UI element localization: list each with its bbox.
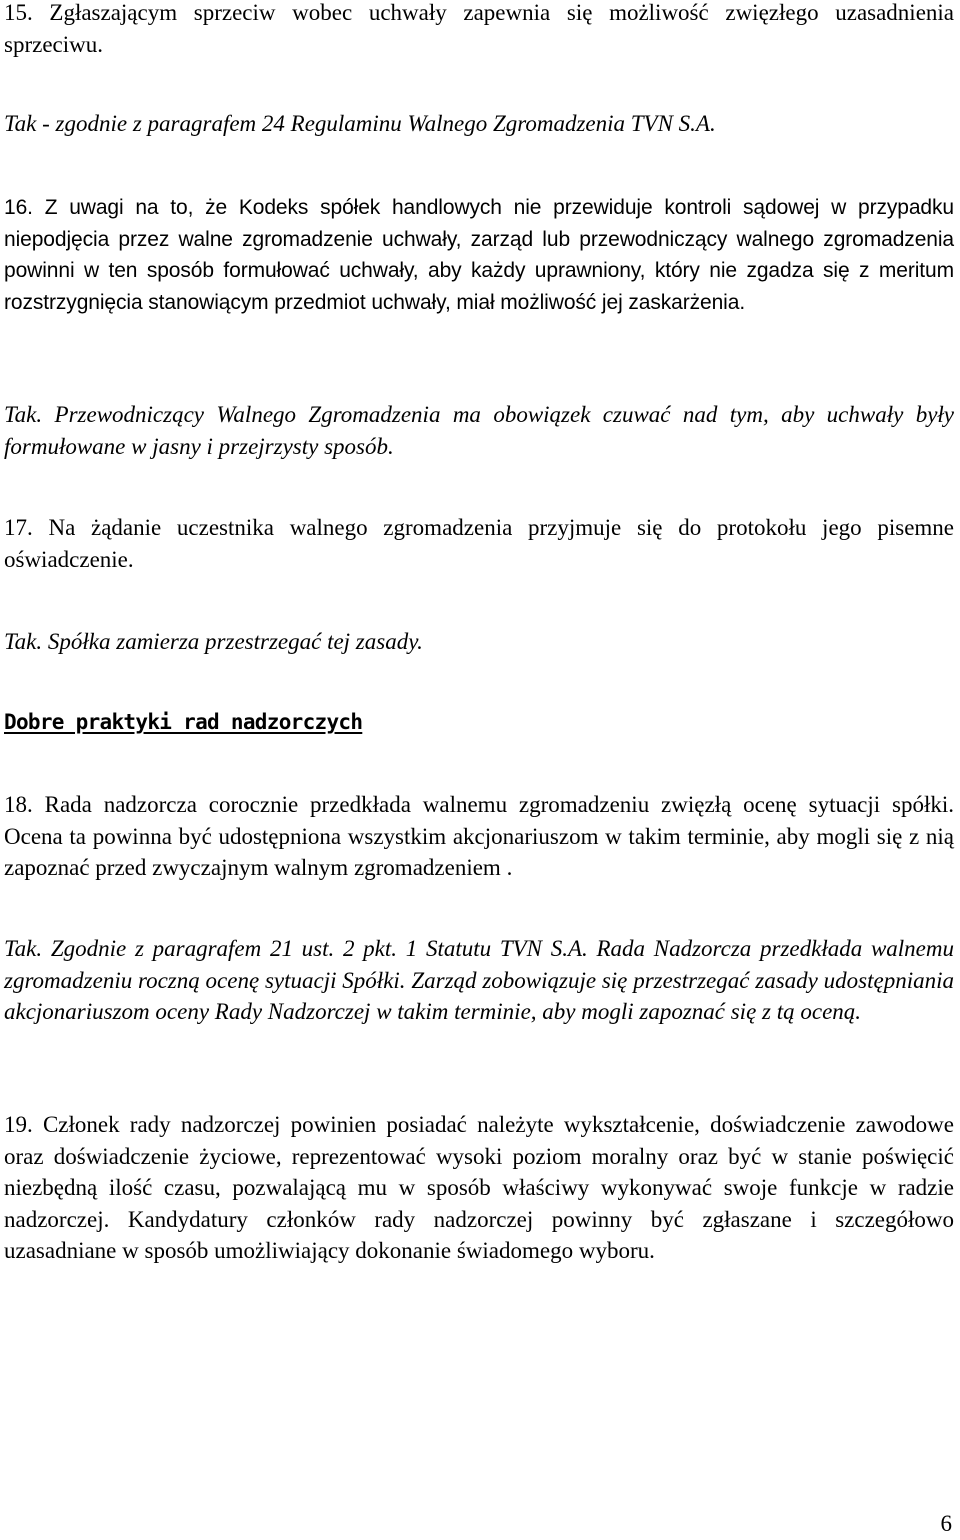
item-19-text: Członek rady nadzorczej powinien posiadać należyte wykształcenie, doświadczenie zawodowe oraz doświadczenie życiowe, reprezentować wysoki poziom moralny oraz być w stanie poświęcić niezbędną ilość czasu, pozwalającą mu w sposób właściwy wykonywać swoje funkcje w radzie nadzorczej. Kandydatury członków rady nadzorczej powinny być zgłaszane i szczegółowo uzasadniane w sposób umożliwiający dokonanie świadomego wyboru. <box>4 1112 955 1263</box>
item-18-number: 18. <box>4 792 33 817</box>
item-19 <box>4 1109 954 1267</box>
item-17 <box>4 512 954 575</box>
item-15-answer: Tak - zgodnie z paragrafem 24 Regulaminu Walnego Zgromadzenia TVN S.A. <box>4 111 716 136</box>
item-17-number: 17. <box>4 515 33 540</box>
item-17-answer-lead: Tak. <box>4 629 43 654</box>
item-15 <box>4 0 954 60</box>
item-16-number: 16. <box>4 196 33 219</box>
item-16-answer-lead: Tak. <box>4 402 43 427</box>
item-19-number: 19. <box>4 1112 33 1137</box>
item-17-answer-text: Spółka zamierza przestrzegać tej zasady. <box>47 629 423 654</box>
item-18-text: Rada nadzorcza corocznie przedkłada walnemu zgromadzeniu zwięzłą ocenę sytuacji spółki. Ocena ta powinna być udostępniona wszystkim akcjonariuszom w takim terminie, aby mogli się z nią zapoznać przed zwyczajnym walnym zgromadzeniem . <box>4 792 954 880</box>
item-17-answer <box>4 626 954 658</box>
item-16-answer <box>4 399 954 462</box>
item-16-text: Z uwagi na to, że Kodeks spółek handlowych nie przewiduje kontroli sądowej w przypadku niepodjęcia przez walne zgromadzenie uchwały, zarząd lub przewodniczący walnego zgromadzenia powinni w ten sposób formułować uchwały, aby każdy uprawniony, który nie zgadza się z meritum rozstrzygnięcia stanowiącym przedmiot uchwały, miał możliwość jej zaskarżenia. <box>4 196 954 314</box>
item-16 <box>4 192 954 318</box>
item-15-number: 15. <box>4 0 33 25</box>
section-heading: Dobre praktyki rad nadzorczych <box>4 710 363 734</box>
page-number: 6 <box>940 1511 952 1536</box>
item-17-text: Na żądanie uczestnika walnego zgromadzenia przyjmuje się do protokołu jego pisemne oświadczenie. <box>4 515 955 572</box>
item-16-answer-text: Przewodniczący Walnego Zgromadzenia ma obowiązek czuwać nad tym, aby uchwały były formułowane w jasny i przejrzysty sposób. <box>4 402 955 459</box>
item-15-text: Zgłaszającym sprzeciw wobec uchwały zapewnia się możliwość zwięzłego uzasadnienia sprzeciwu. <box>4 0 955 57</box>
item-18 <box>4 789 954 884</box>
item-18-answer: Tak. Zgodnie z paragrafem 21 ust. 2 pkt. 1 Statutu TVN S.A. Rada Nadzorcza przedkłada walnemu zgromadzeniu roczną ocenę sytuacji Spółki. Zarząd zobowiązuje się przestrzegać zasady udostępniania akcjonariuszom oceny Rady Nadzorczej w takim terminie, aby mogli zapoznać się z tą oceną. <box>4 936 954 1024</box>
